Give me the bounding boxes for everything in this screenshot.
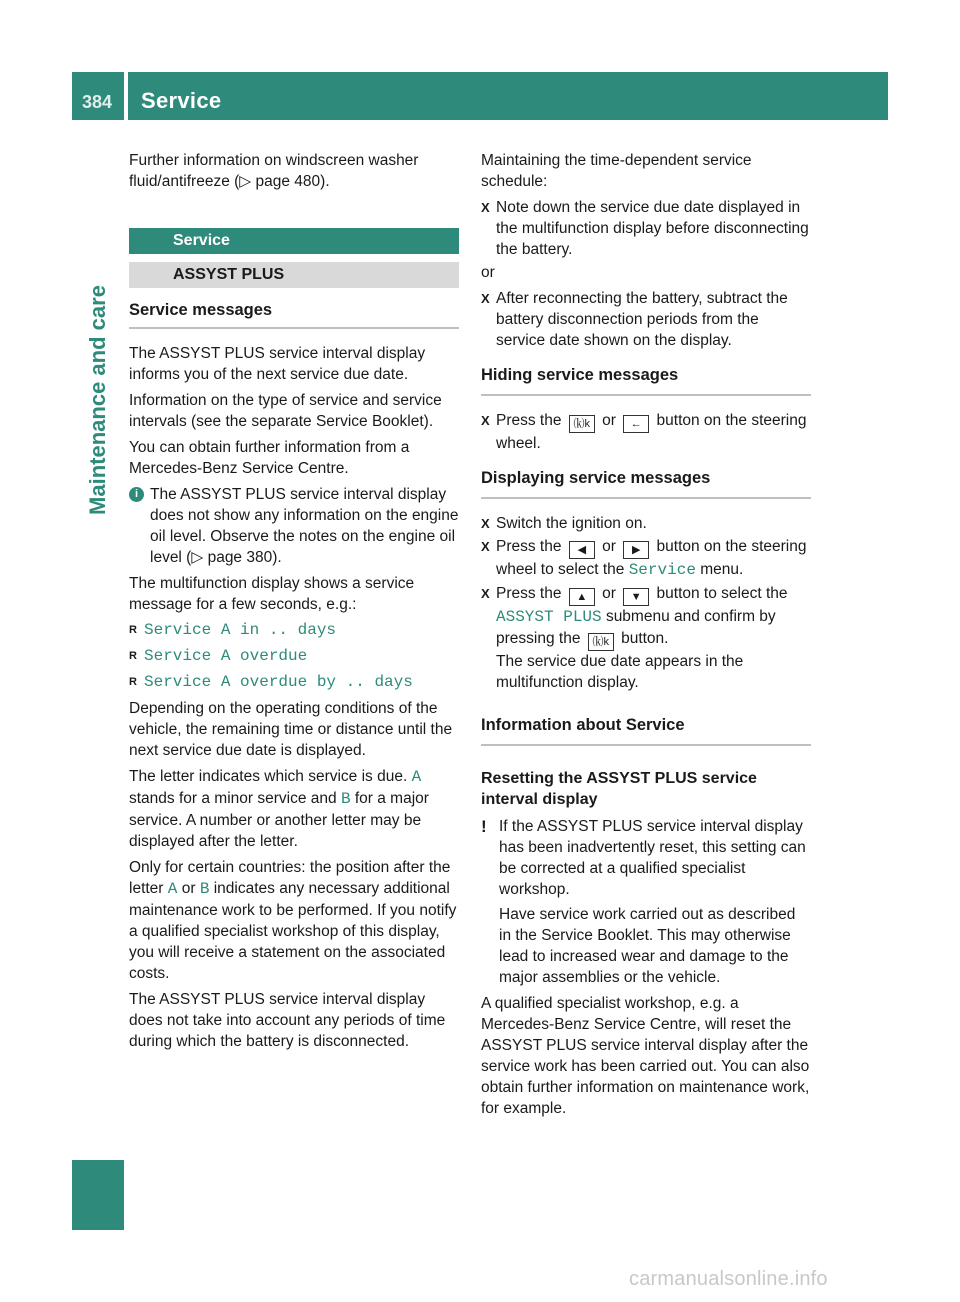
warning-note: ! If the ASSYST PLUS service interval display has been inadvertently reset, this setting can be corrected at a qualified specialist workshop. Have service work carried out as described in the Service Booklet. This may otherwise lead to increased wear and damage to the major assemblies or the vehicle. bbox=[481, 817, 806, 986]
heading-hiding: Hiding service messages bbox=[481, 365, 811, 396]
header-bar bbox=[128, 72, 888, 120]
page-title: Service bbox=[141, 88, 222, 113]
left-column bbox=[129, 150, 459, 1057]
step: X After reconnecting the battery, subtract the battery disconnection periods from the service date shown on the display. bbox=[481, 290, 788, 349]
section-bar-assyst: ASSYST PLUS bbox=[129, 262, 459, 288]
back-key-icon: ← bbox=[623, 415, 649, 433]
letter-a: A bbox=[167, 880, 178, 898]
or-text: or bbox=[481, 264, 495, 281]
bullet-r-icon: R bbox=[129, 676, 137, 688]
sidebar bbox=[72, 120, 124, 1130]
step-arrow-icon: X bbox=[481, 291, 490, 306]
watermark: carmanualsonline.info bbox=[629, 1268, 828, 1290]
heading-resetting: Resetting the ASSYST PLUS service interval display bbox=[481, 770, 757, 808]
paragraph: The multifunction display shows a service message for a few seconds, e.g.: bbox=[129, 575, 415, 613]
letter-b: B bbox=[340, 790, 351, 808]
message-text: Service A in .. days bbox=[144, 621, 337, 639]
paragraph: Maintaining the time-dependent service schedule: bbox=[481, 152, 752, 190]
bullet-r-icon: R bbox=[129, 650, 137, 662]
section-label: Maintenance and care bbox=[85, 285, 110, 515]
list-item bbox=[129, 620, 459, 641]
up-key-icon: ▲ bbox=[569, 588, 595, 606]
info-note bbox=[129, 484, 459, 568]
info-icon: i bbox=[129, 487, 144, 502]
paragraph-letters: The letter indicates which service is due. A stands for a minor service and B for a major service. A number or another letter may be displayed after the letter. bbox=[129, 768, 429, 850]
step: X Press the ⒦k or ← button on the steering wheel. bbox=[481, 412, 807, 452]
page-number-box bbox=[72, 72, 124, 120]
heading-info-about-service: Information about Service bbox=[481, 715, 811, 746]
bullet-r-icon: R bbox=[129, 624, 137, 636]
right-column bbox=[481, 150, 811, 1124]
step: X Switch the ignition on. bbox=[481, 515, 647, 532]
ok-key-icon: ⒦k bbox=[569, 415, 595, 433]
paragraph: The ASSYST PLUS service interval display informs you of the next service due date. bbox=[129, 345, 426, 383]
list-item bbox=[129, 646, 459, 667]
menu-service: Service bbox=[628, 561, 696, 579]
paragraph: Information on the type of service and service intervals (see the separate Service Booklet). bbox=[129, 392, 442, 430]
paragraph: The ASSYST PLUS service interval display does not take into account any periods of time during which the battery is disconnected. bbox=[129, 991, 446, 1050]
list-item bbox=[129, 672, 459, 693]
left-key-icon: ◀ bbox=[569, 541, 595, 559]
paragraph: You can obtain further information from a Mercedes-Benz Service Centre. bbox=[129, 439, 410, 477]
step: X Note down the service due date displayed in the multifunction display before disconnecting the battery. bbox=[481, 199, 809, 258]
paragraph: A qualified specialist workshop, e.g. a Mercedes-Benz Service Centre, will reset the ASSYST PLUS service interval display after the service work has been carried out. You can also obtain further information on maintenance work, for example. bbox=[481, 995, 810, 1117]
step: X Press the ◀ or ▶ button on the steering wheel to select the Service menu. bbox=[481, 538, 807, 579]
step-arrow-icon: X bbox=[481, 586, 490, 601]
message-text: Service A overdue by .. days bbox=[144, 673, 413, 691]
down-key-icon: ▼ bbox=[623, 588, 649, 606]
step-arrow-icon: X bbox=[481, 413, 490, 428]
step: X Press the ▲ or ▼ button to select the ASSYST PLUS submenu and confirm by pressing the ⒦k button. The service due date appears in the multifunction display. bbox=[481, 585, 788, 691]
step-arrow-icon: X bbox=[481, 516, 490, 531]
warning-icon: ! bbox=[481, 817, 487, 836]
ok-key-icon: ⒦k bbox=[588, 633, 614, 651]
right-key-icon: ▶ bbox=[623, 541, 649, 559]
message-text: Service A overdue bbox=[144, 647, 308, 665]
submenu-assyst-plus: ASSYST PLUS bbox=[496, 608, 602, 626]
paragraph: Depending on the operating conditions of the vehicle, the remaining time or distance until the next service due date is displayed. bbox=[129, 700, 453, 759]
heading-service-messages: Service messages bbox=[129, 300, 459, 329]
section-bar-service: Service bbox=[129, 228, 459, 254]
heading-displaying: Displaying service messages bbox=[481, 468, 811, 499]
paragraph-countries: Only for certain countries: the position after the letter A or B indicates any necessary additional maintenance work to be performed. If you notify a qualified specialist workshop of this display, you will receive a statement on the associated costs. bbox=[129, 859, 457, 982]
sidebar-tab-block bbox=[72, 1160, 124, 1230]
letter-a: A bbox=[411, 768, 422, 786]
step-arrow-icon: X bbox=[481, 539, 490, 554]
info-note-text: The ASSYST PLUS service interval display does not show any information on the engine oil level. Observe the notes on the engine oil level (▷ page 380). bbox=[150, 486, 459, 566]
letter-b: B bbox=[199, 880, 210, 898]
intro-text: Further information on windscreen washer fluid/antifreeze (▷ page 480). bbox=[129, 152, 419, 190]
step-arrow-icon: X bbox=[481, 200, 490, 215]
page-number: 384 bbox=[82, 92, 113, 112]
